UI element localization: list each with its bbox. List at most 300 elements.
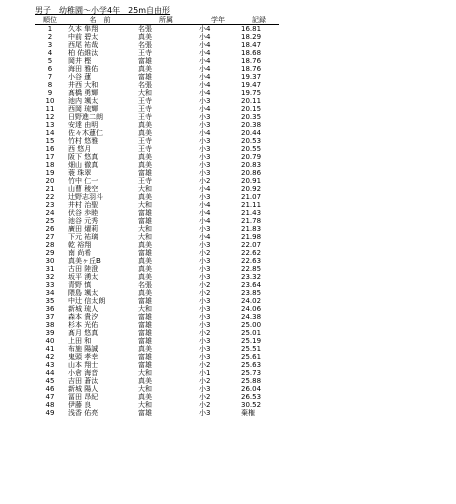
rank-cell: 32 [45,273,55,281]
rank-cell: 7 [47,73,53,81]
swimmer-name-cell: 小谷 蓮 [68,73,92,81]
rank-cell: 23 [45,201,55,209]
rank-cell: 41 [45,345,55,353]
record-cell: 20.38 [241,121,262,129]
grade-cell: 小4 [199,217,211,225]
table-row [35,353,279,361]
swimmer-name-cell: 鬼頭 孝幸 [68,353,99,361]
record-cell: 22.63 [241,257,262,265]
team-cell: 富雄 [138,217,152,225]
swimmer-name-cell: 畑山 徹真 [68,161,99,169]
record-cell: 20.55 [241,145,262,153]
record-cell: 20.35 [241,113,262,121]
table-row [35,57,279,65]
grade-cell: 小4 [199,49,211,57]
grade-cell: 小4 [199,65,211,73]
swimmer-name-cell: 山本 翔士 [68,361,99,369]
table-row [35,321,279,329]
swimmer-name-cell: 久本 隼翔 [68,25,99,33]
swimmer-name-cell: 伊藤 良 [68,401,92,409]
rank-cell: 13 [45,121,55,129]
team-cell: 真美 [138,345,152,353]
grade-cell: 小3 [199,97,211,105]
rank-cell: 12 [45,113,55,121]
grade-cell: 小3 [199,345,211,353]
record-cell: 19.75 [241,89,262,97]
team-cell: 大和 [138,385,152,393]
team-cell: 大和 [138,369,152,377]
team-cell: 真美 [138,33,152,41]
team-cell: 真美 [138,393,152,401]
grade-cell: 小4 [199,41,211,49]
grade-cell: 小3 [199,225,211,233]
grade-cell: 小4 [199,105,211,113]
rank-cell: 14 [45,129,55,137]
record-cell: 23.64 [241,281,262,289]
page-title: 男子 幼稚園～小学4年 25m自由形 [35,6,171,15]
table-row [35,217,279,225]
grade-cell: 小4 [199,81,211,89]
table-row [35,153,279,161]
grade-cell: 小3 [199,241,211,249]
team-cell: 真美 [138,161,152,169]
table-row [35,329,279,337]
record-cell: 23.32 [241,273,262,281]
swimmer-name-cell: 辻野志羽斗 [68,193,103,201]
rank-cell: 39 [45,329,55,337]
team-cell: 富雄 [138,313,152,321]
team-cell: 真美 [138,257,152,265]
team-cell: 真美 [138,65,152,73]
rank-cell: 29 [45,249,55,257]
grade-cell: 小3 [199,409,211,417]
table-row [35,201,279,209]
rank-cell: 35 [45,297,55,305]
grade-cell: 小2 [199,401,211,409]
table-row [35,281,279,289]
swimmer-name-cell: 日野進二朗 [68,113,103,121]
swimmer-name-cell: 吉田 蒼汰 [68,377,99,385]
swimmer-name-cell: 池内 颯太 [68,97,99,105]
table-row [35,169,279,177]
rank-cell: 21 [45,185,55,193]
table-row [35,177,279,185]
grade-header: 学年 [197,16,239,25]
name-header: 名 前 [65,16,135,25]
record-cell: 26.53 [241,393,262,401]
team-cell: 富雄 [138,249,152,257]
results-body [35,25,279,418]
grade-cell: 小3 [199,273,211,281]
grade-cell: 小3 [199,113,211,121]
table-row [35,81,279,89]
team-cell: 大和 [138,225,152,233]
grade-cell: 小3 [199,257,211,265]
rank-cell: 18 [45,161,55,169]
table-row [35,25,279,34]
table-row [35,297,279,305]
rank-cell: 42 [45,353,55,361]
swimmer-name-cell: 真美ヶ丘B [68,257,101,265]
grade-cell: 小3 [199,353,211,361]
record-cell: 20.11 [241,97,262,105]
team-cell: 王寺 [138,105,152,113]
table-row [35,113,279,121]
team-cell: 王寺 [138,177,152,185]
rank-cell: 9 [47,89,53,97]
table-row [35,89,279,97]
team-cell: 富雄 [138,57,152,65]
record-cell: 19.37 [241,73,262,81]
grade-cell: 小4 [199,185,211,193]
record-cell: 20.15 [241,105,262,113]
record-cell: 25.19 [241,337,262,345]
rank-cell: 38 [45,321,55,329]
rank-cell: 45 [45,377,55,385]
grade-cell: 小2 [199,289,211,297]
table-row [35,41,279,49]
record-cell: 20.92 [241,185,262,193]
swimmer-name-cell: 青野 慎 [68,281,92,289]
table-row [35,249,279,257]
swimmer-name-cell: 佐々木蓮仁 [68,129,103,137]
swimmer-name-cell: 竹村 悠雅 [68,137,99,145]
team-cell: 真美 [138,193,152,201]
table-row [35,225,279,233]
record-cell: 20.86 [241,169,262,177]
swimmer-name-cell: 山曹 稜空 [68,185,99,193]
grade-cell: 小4 [199,129,211,137]
grade-cell: 小2 [199,393,211,401]
grade-cell: 小4 [199,89,211,97]
grade-cell: 小2 [199,329,211,337]
record-cell: 22.07 [241,241,262,249]
rank-cell: 43 [45,361,55,369]
grade-cell: 小4 [199,209,211,217]
swimmer-name-cell: 阪下 悠真 [68,153,99,161]
record-cell: 25.61 [241,353,262,361]
table-row [35,385,279,393]
grade-cell: 小3 [199,193,211,201]
grade-cell: 小4 [199,57,211,65]
team-cell: 王寺 [138,137,152,145]
rank-cell: 1 [47,25,53,33]
record-cell: 21.11 [241,201,262,209]
table-row [35,369,279,377]
team-cell: 富雄 [138,329,152,337]
rank-cell: 17 [45,153,55,161]
swimmer-name-cell: 坂平 湧太 [68,273,99,281]
swimmer-name-cell: 岡井 樫 [68,57,92,65]
record-cell: 20.83 [241,161,262,169]
team-cell: 富雄 [138,321,152,329]
table-row [35,33,279,41]
team-cell: 王寺 [138,145,152,153]
grade-cell: 小2 [199,177,211,185]
record-cell: 22.62 [241,249,262,257]
team-cell: 名張 [138,41,152,49]
table-row [35,273,279,281]
table-row [35,393,279,401]
team-cell: 大和 [138,89,152,97]
swimmer-name-cell: 小倉 海音 [68,369,99,377]
swimmer-name-cell: 中辻 信太朗 [68,297,106,305]
record-header: 記録 [239,16,279,25]
table-row [35,377,279,385]
rank-cell: 26 [45,225,55,233]
team-cell: 真美 [138,241,152,249]
rank-cell: 11 [45,105,55,113]
rank-cell: 20 [45,177,55,185]
record-cell: 24.02 [241,297,262,305]
swimmer-name-cell: 海田 雅佑 [68,65,99,73]
team-cell: 王寺 [138,49,152,57]
table-row [35,129,279,137]
record-cell: 21.98 [241,233,262,241]
grade-cell: 小3 [199,121,211,129]
swimmer-name-cell: 井西 大和 [68,81,99,89]
team-cell: 富雄 [138,409,152,417]
table-row [35,313,279,321]
record-cell: 24.06 [241,305,262,313]
rank-cell: 5 [47,57,53,65]
team-cell: 大和 [138,201,152,209]
swimmer-name-cell: 冨田 昂紀 [68,393,99,401]
rank-cell: 19 [45,169,55,177]
record-cell: 22.85 [241,265,262,273]
grade-cell: 小3 [199,153,211,161]
rank-cell: 33 [45,281,55,289]
record-cell: 25.73 [241,369,262,377]
table-row [35,209,279,217]
results-table [35,16,279,417]
record-cell: 棄権 [241,409,255,417]
rank-cell: 22 [45,193,55,201]
swimmer-name-cell: 布施 陽誠 [68,345,99,353]
grade-cell: 小3 [199,385,211,393]
team-cell: 真美 [138,273,152,281]
table-row [35,49,279,57]
grade-cell: 小4 [199,25,211,33]
team-cell: 真美 [138,265,152,273]
record-cell: 18.47 [241,41,262,49]
swimmer-name-cell: 髙橋 勇輝 [68,89,99,97]
grade-cell: 小4 [199,33,211,41]
team-cell: 富雄 [138,169,152,177]
table-row [35,161,279,169]
grade-cell: 小3 [199,265,211,273]
team-cell: 富雄 [138,353,152,361]
table-row [35,409,279,417]
table-row [35,193,279,201]
team-cell: 大和 [138,233,152,241]
table-row [35,137,279,145]
team-cell: 大和 [138,401,152,409]
record-cell: 20.91 [241,177,262,185]
team-cell: 王寺 [138,113,152,121]
grade-cell: 小2 [199,377,211,385]
table-row [35,105,279,113]
rank-cell: 3 [47,41,53,49]
rank-cell: 8 [47,81,53,89]
table-row [35,73,279,81]
rank-cell: 16 [45,145,55,153]
rank-cell: 24 [45,209,55,217]
swimmer-name-cell: 古田 陸澄 [68,265,99,273]
swimmer-name-cell: 髙月 悠真 [68,329,99,337]
swimmer-name-cell: 森本 貴汐 [68,313,99,321]
team-cell: 王寺 [138,97,152,105]
rank-cell: 37 [45,313,55,321]
record-cell: 25.88 [241,377,262,385]
rank-cell: 10 [45,97,55,105]
rank-cell: 6 [47,65,53,73]
rank-cell: 47 [45,393,55,401]
rank-cell: 2 [47,33,53,41]
swimmer-name-cell: 廣田 燿莉 [68,225,99,233]
table-row [35,337,279,345]
team-cell: 大和 [138,305,152,313]
swimmer-name-cell: 中前 碧太 [68,33,99,41]
swimmer-name-cell: 柏 佑維汰 [68,49,99,57]
grade-cell: 小4 [199,201,211,209]
swimmer-name-cell: 西尾 祐哉 [68,41,99,49]
header-row [35,16,279,25]
grade-cell: 小1 [199,369,211,377]
grade-cell: 小3 [199,137,211,145]
grade-cell: 小3 [199,337,211,345]
record-cell: 24.38 [241,313,262,321]
swimmer-name-cell: 伏谷 歩睦 [68,209,99,217]
swimmer-name-cell: 杉本 光佑 [68,321,99,329]
team-cell: 名張 [138,281,152,289]
record-cell: 18.76 [241,65,262,73]
record-cell: 18.68 [241,49,262,57]
table-row [35,401,279,409]
table-row [35,265,279,273]
rank-cell: 49 [45,409,55,417]
team-cell: 富雄 [138,337,152,345]
swimmer-name-cell: 西 悠月 [68,145,92,153]
table-row [35,145,279,153]
record-cell: 19.47 [241,81,262,89]
record-cell: 30.52 [241,401,262,409]
grade-cell: 小2 [199,361,211,369]
rank-cell: 40 [45,337,55,345]
record-cell: 16.81 [241,25,262,33]
record-cell: 20.53 [241,137,262,145]
swimmer-name-cell: 新城 琉人 [68,305,99,313]
table-row [35,233,279,241]
team-cell: 真美 [138,377,152,385]
rank-cell: 46 [45,385,55,393]
team-cell: 真美 [138,153,152,161]
rank-cell: 15 [45,137,55,145]
grade-cell: 小3 [199,297,211,305]
rank-header: 順位 [35,16,65,25]
record-cell: 25.51 [241,345,262,353]
team-cell: 富雄 [138,297,152,305]
rank-cell: 27 [45,233,55,241]
team-cell: 大和 [138,185,152,193]
record-cell: 20.44 [241,129,262,137]
record-cell: 21.07 [241,193,262,201]
rank-cell: 34 [45,289,55,297]
rank-cell: 4 [47,49,53,57]
grade-cell: 小3 [199,321,211,329]
table-row [35,345,279,353]
grade-cell: 小4 [199,233,211,241]
table-row [35,121,279,129]
rank-cell: 44 [45,369,55,377]
team-cell: 真美 [138,121,152,129]
record-cell: 21.78 [241,217,262,225]
team-cell: 富雄 [138,209,152,217]
table-row [35,97,279,105]
swimmer-name-cell: 池谷 元秀 [68,217,99,225]
team-header: 所属 [135,16,197,25]
swimmer-name-cell: 竹中 仁一 [68,177,99,185]
team-cell: 富雄 [138,361,152,369]
table-row [35,361,279,369]
team-cell: 名張 [138,25,152,33]
record-cell: 21.83 [241,225,262,233]
swimmer-name-cell: 蓑 珠翠 [68,169,92,177]
table-row [35,241,279,249]
swimmer-name-cell: 新城 陽人 [68,385,99,393]
grade-cell: 小2 [199,249,211,257]
grade-cell: 小2 [199,281,211,289]
table-row [35,185,279,193]
swimmer-name-cell: 隈島 颯太 [68,289,99,297]
team-cell: 真美 [138,129,152,137]
grade-cell: 小3 [199,169,211,177]
rank-cell: 30 [45,257,55,265]
record-cell: 25.00 [241,321,262,329]
grade-cell: 小3 [199,145,211,153]
table-row [35,289,279,297]
team-cell: 真美 [138,289,152,297]
team-cell: 富雄 [138,73,152,81]
record-cell: 20.79 [241,153,262,161]
record-cell: 21.43 [241,209,262,217]
swimmer-name-cell: 安達 由明 [68,121,99,129]
rank-cell: 48 [45,401,55,409]
record-cell: 25.63 [241,361,262,369]
swimmer-name-cell: 南 尚希 [68,249,92,257]
table-row [35,65,279,73]
swimmer-name-cell: 浅香 佑亮 [68,409,99,417]
rank-cell: 25 [45,217,55,225]
rank-cell: 31 [45,265,55,273]
swimmer-name-cell: 上田 和 [68,337,92,345]
grade-cell: 小3 [199,313,211,321]
rank-cell: 28 [45,241,55,249]
swimmer-name-cell: 下元 祐璃 [68,233,99,241]
table-row [35,257,279,265]
swimmer-name-cell: 井村 治聖 [68,201,99,209]
record-cell: 26.04 [241,385,262,393]
swimmer-name-cell: 西岡 琉輝 [68,105,99,113]
table-row [35,305,279,313]
record-cell: 18.76 [241,57,262,65]
swimmer-name-cell: 乾 裕翔 [68,241,92,249]
record-cell: 23.85 [241,289,262,297]
team-cell: 名張 [138,81,152,89]
grade-cell: 小4 [199,73,211,81]
grade-cell: 小3 [199,305,211,313]
rank-cell: 36 [45,305,55,313]
